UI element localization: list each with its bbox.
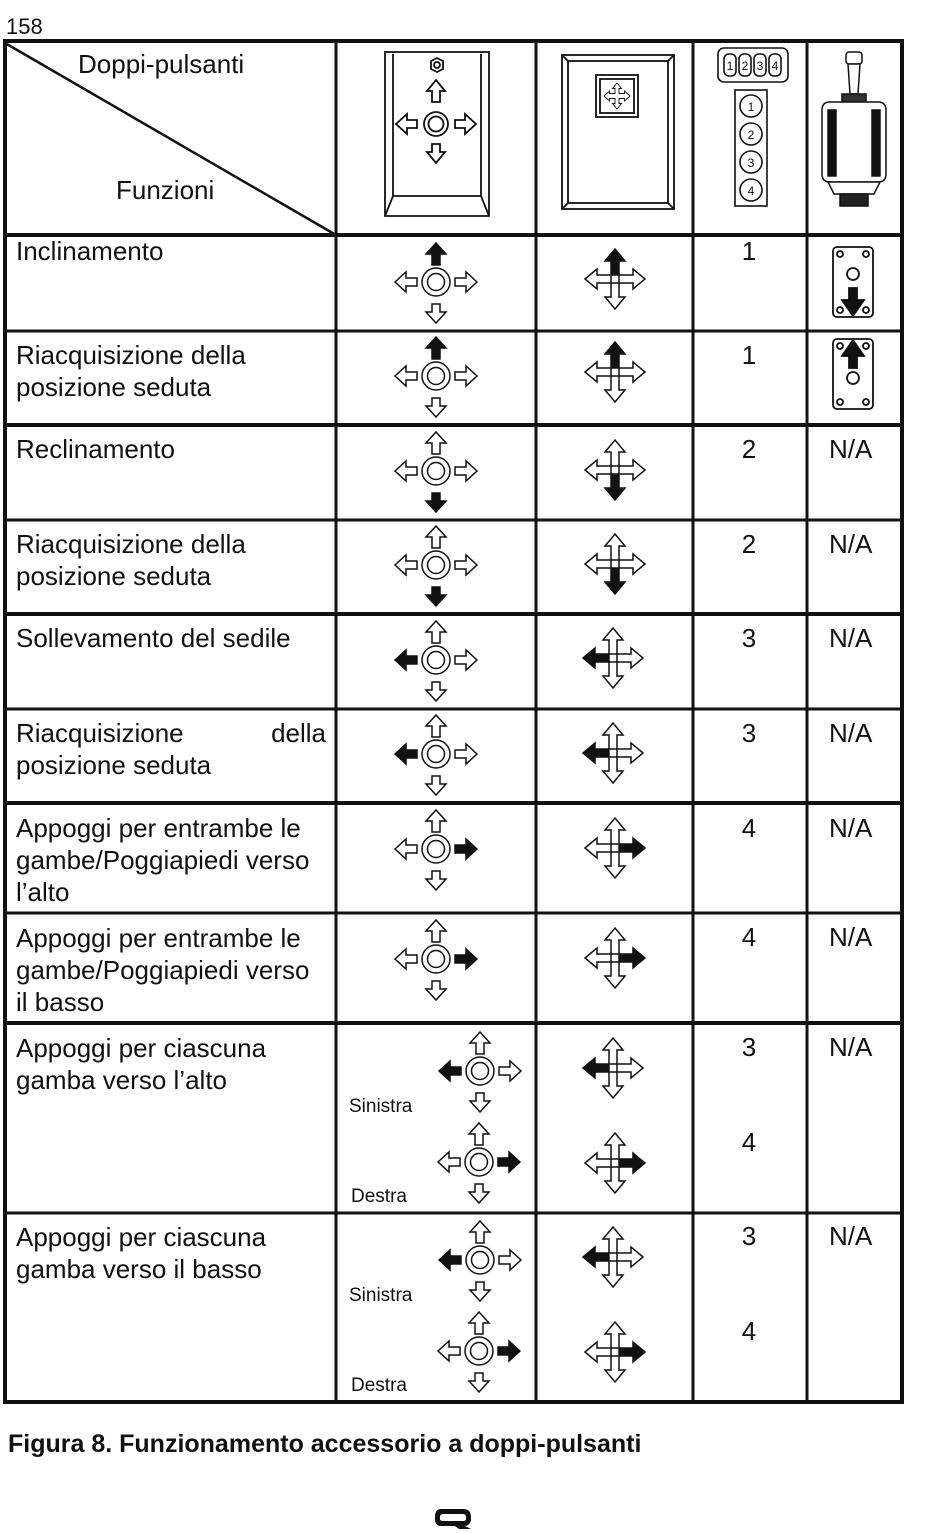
- row-10-right-label: Destra: [351, 1375, 407, 1396]
- row-10-keypad-number-b: 4: [741, 1316, 757, 1346]
- joystick-left-active-icon: [581, 721, 645, 785]
- svg-text:2: 2: [747, 128, 755, 142]
- row-9-right-label: Destra: [351, 1186, 407, 1207]
- header-doppi-pulsanti: Doppi-pulsanti: [78, 49, 245, 79]
- row-10-na: N/A: [829, 1221, 873, 1251]
- header-funzioni: Funzioni: [116, 175, 215, 205]
- row-5-keypad-number: 3: [741, 623, 757, 653]
- row-10-keypad-number-a: 3: [741, 1221, 757, 1251]
- row-6-na: N/A: [829, 718, 873, 748]
- row-3-keypad-number: 2: [741, 434, 757, 464]
- row-7-label: Appoggi per entrambe le gambe/Poggiapiedi verso l’alto: [16, 813, 310, 907]
- row-2-label: Riacquisizione della posizione seduta: [16, 340, 246, 402]
- row-7-keypad-number: 4: [741, 813, 757, 843]
- svg-text:1: 1: [726, 59, 734, 73]
- toggle-down-icon: [830, 244, 876, 320]
- row-6-keypad-number: 3: [741, 718, 757, 748]
- row-1-keypad-number: 1: [741, 236, 757, 266]
- row-3-na: N/A: [829, 434, 873, 464]
- page-number: 158: [6, 14, 43, 39]
- button-left-active-icon: [393, 713, 479, 797]
- button-left-active-icon: [437, 1219, 523, 1303]
- row-3-label: Reclinamento: [16, 434, 175, 464]
- joystick-left-active-icon: [581, 1225, 645, 1289]
- button-left-active-icon: [437, 1030, 523, 1114]
- toggle-up-icon: [830, 336, 876, 412]
- button-right-active-icon: [436, 1121, 522, 1205]
- svg-text:1: 1: [747, 100, 755, 114]
- joystick-down-active-icon: [583, 532, 647, 596]
- joystick-up-active-icon: [583, 340, 647, 404]
- row-9-left-label: Sinistra: [349, 1096, 413, 1117]
- row-4-na: N/A: [829, 529, 873, 559]
- joystick-right-active-icon: [583, 816, 647, 880]
- row-6-label: Riacquisizione della posizione seduta: [16, 718, 326, 780]
- button-left-active-icon: [393, 619, 479, 703]
- keypad-icon: [716, 46, 790, 210]
- row-7-na: N/A: [829, 813, 873, 843]
- panel-control-icon: [383, 50, 491, 218]
- row-8-label: Appoggi per entrambe le gambe/Poggiapiedi verso il basso: [16, 923, 310, 1017]
- toggle-switch-box-icon: [818, 50, 890, 210]
- row-10-left-label: Sinistra: [349, 1285, 413, 1306]
- row-8-keypad-number: 4: [741, 922, 757, 952]
- row-5-na: N/A: [829, 623, 873, 653]
- row-4-label: Riacquisizione della posizione seduta: [16, 529, 246, 591]
- row-9-na: N/A: [829, 1032, 873, 1062]
- button-up-active-icon: [393, 241, 479, 325]
- joystick-left-active-icon: [581, 1036, 645, 1100]
- row-1-label: Inclinamento: [16, 236, 164, 266]
- svg-text:3: 3: [756, 59, 764, 73]
- joystick-right-active-icon: [583, 1131, 647, 1195]
- figure-caption: Figura 8. Funzionamento accessorio a doppi-pulsanti: [8, 1430, 642, 1458]
- row-9-label: Appoggi per ciascuna gamba verso l’alto: [16, 1033, 267, 1095]
- joystick-left-active-icon: [581, 626, 645, 690]
- row-9-keypad-number-b: 4: [741, 1127, 757, 1157]
- joystick-up-active-icon: [583, 247, 647, 311]
- row-10-label: Appoggi per ciascuna gamba verso il basso: [16, 1222, 267, 1284]
- row-2-keypad-number: 1: [741, 340, 757, 370]
- svg-text:2: 2: [741, 59, 749, 73]
- joystick-panel-icon: [560, 53, 676, 211]
- button-down-active-icon: [393, 524, 479, 608]
- button-up-active-icon: [393, 335, 479, 419]
- row-4-keypad-number: 2: [741, 529, 757, 559]
- svg-text:4: 4: [771, 59, 779, 73]
- svg-text:4: 4: [747, 184, 755, 198]
- button-right-active-icon: [393, 918, 479, 1002]
- joystick-right-active-icon: [583, 926, 647, 990]
- joystick-right-active-icon: [583, 1320, 647, 1384]
- joystick-down-active-icon: [583, 438, 647, 502]
- button-down-active-icon: [393, 430, 479, 514]
- svg-text:3: 3: [747, 156, 755, 170]
- button-right-active-icon: [393, 808, 479, 892]
- row-8-na: N/A: [829, 922, 873, 952]
- button-right-active-icon: [436, 1310, 522, 1394]
- row-9-keypad-number-a: 3: [741, 1032, 757, 1062]
- quantum-logo-icon: [433, 1506, 475, 1530]
- row-5-label: Sollevamento del sedile: [16, 623, 291, 653]
